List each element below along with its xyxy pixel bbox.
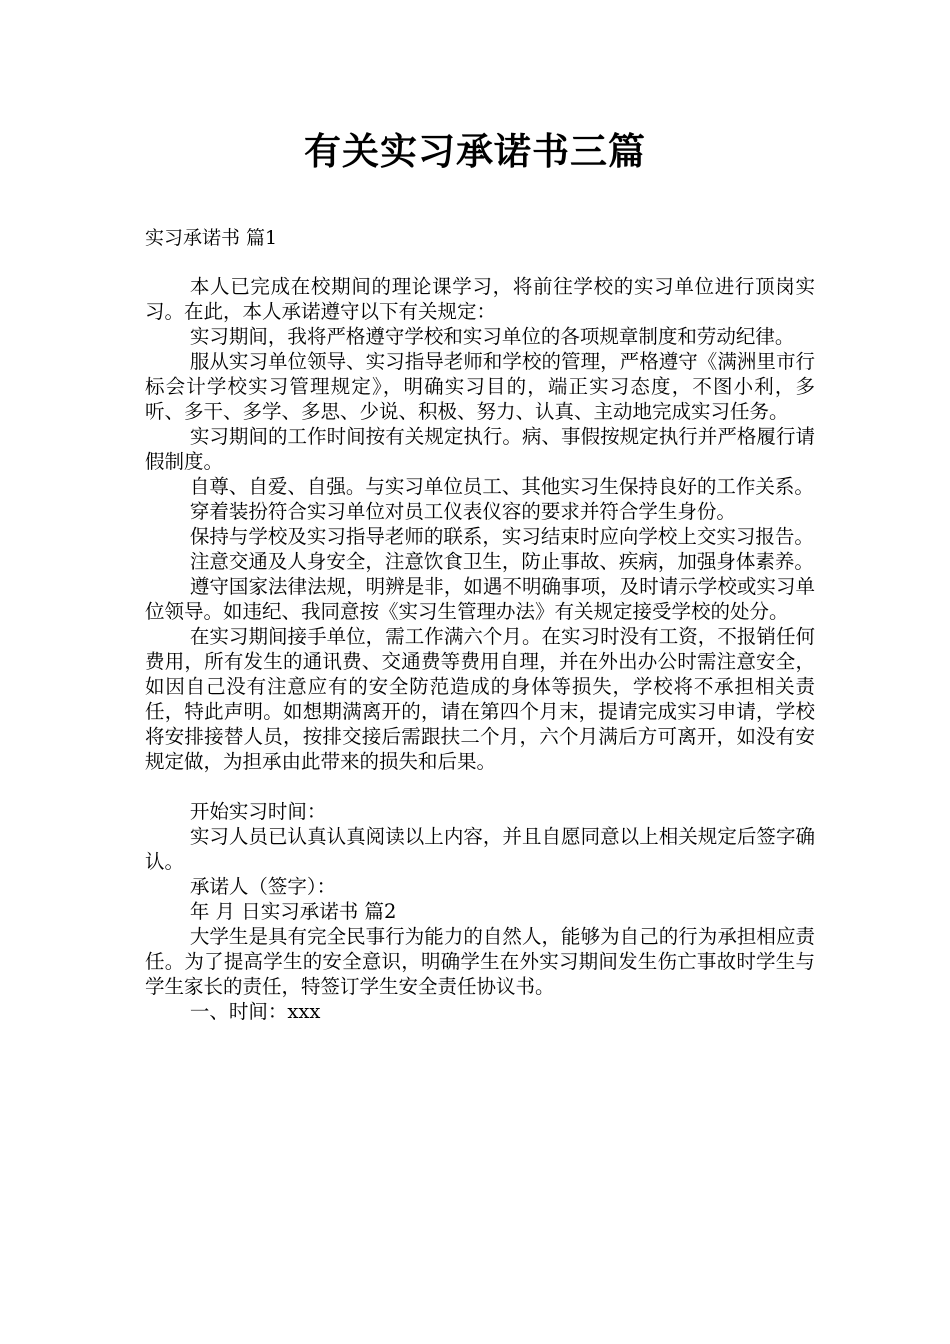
paragraph: 开始实习时间： [189,800,327,823]
paragraph: 在实习期间接手单位，需工作满六个月。在实习时没有工资，不报销任何费用，所有发生的通讯费、交通费等费用自理，并在外出办公时需注意安全，如因自己没有注意应有的安全防范造成的身体等损失，学校将不承担相关责任，特此声明。如想期满离开的，请在第四个月末，提请完成实习申请，学校将安排接替人员，按排交接后需跟扶二个月，六个月满后方可离开，如没有安规定做，为担承由此带来的损失和后果。 [145,625,815,773]
document-title: 有关实习承诺书三篇 [304,130,646,173]
paragraph: 自尊、自爱、自强。与实习单位员工、其他实习生保持良好的工作关系。 [189,475,814,498]
paragraph: 保持与学校及实习指导老师的联系，实习结束时应向学校上交实习报告。 [189,525,814,548]
paragraph: 实习人员已认真认真阅读以上内容，并且自愿同意以上相关规定后签字确认。 [145,825,815,873]
document-body [145,274,815,1024]
paragraph: 注意交通及人身安全，注意饮食卫生，防止事故、疾病，加强身体素养。 [189,550,814,573]
paragraph: 年 月 日实习承诺书 篇2 [189,900,397,923]
section-heading: 实习承诺书 篇1 [145,227,278,249]
paragraph: 穿着装扮符合实习单位对员工仪表仪容的要求并符合学生身份。 [189,500,736,523]
paragraph: 承诺人（签字）： [189,875,337,898]
paragraph: 服从实习单位领导、实习指导老师和学校的管理，严格遵守《满洲里市行标会计学校实习管理规定》，明确实习目的，端正实习态度，不图小利，多听、多干、多学、多思、少说、积极、努力、认真、主动地完成实习任务。 [145,350,815,423]
paragraph: 实习期间的工作时间按有关规定执行。病、事假按规定执行并严格履行请假制度。 [145,425,815,473]
paragraph: 遵守国家法律法规，明辨是非，如遇不明确事项，及时请示学校或实习单位领导。如违纪、我同意按《实习生管理办法》有关规定接受学校的处分。 [145,575,815,623]
paragraph: 大学生是具有完全民事行为能力的自然人，能够为自己的行为承担相应责任。为了提高学生的安全意识，明确学生在外实习期间发生伤亡事故时学生与学生家长的责任，特签订学生安全责任协议书。 [145,925,815,998]
paragraph: 本人已完成在校期间的理论课学习，将前往学校的实习单位进行顶岗实习。在此，本人承诺遵守以下有关规定： [145,275,815,323]
paragraph: 一、时间：xxx [189,1000,321,1023]
paragraph: 实习期间，我将严格遵守学校和实习单位的各项规章制度和劳动纪律。 [189,325,795,348]
